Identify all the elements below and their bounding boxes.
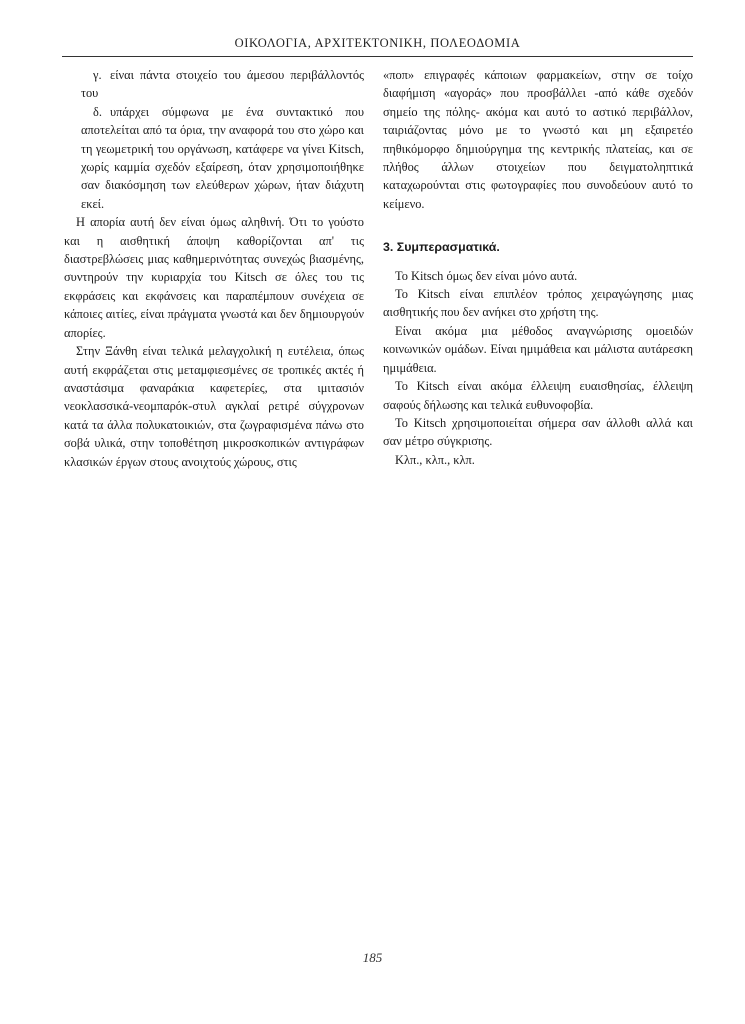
list-marker: δ. <box>93 104 102 119</box>
list-marker: γ. <box>93 68 102 82</box>
header-rule <box>62 56 693 57</box>
list-item-text: υπάρχει σύμφωνα με ένα συντακτικό που αποτελείται από τα όρια, την αναφορά του στο χώρο και τη γεωμετρική του οργάνωση, κατάφερε να γίνει Kitsch, χωρίς καμμία σχεδόν εξαίρεση, όταν χρησιμοποιήθηκε σαν διακόσμηση των ελεύθερων χώρων, ήταν διάχυτη εκεί. <box>81 104 364 211</box>
continued-paragraph: «ποπ» επιγραφές κάποιων φαρμακείων, στην σε τοίχο διαφήμιση «αγοράς» που προσβάλλει -από κάθε σχεδόν σημείο της πόλης- ακόμα και αυτό το αστικό περιβάλλον, ταιριάζοντας μόνο με το γνωστό και μη εξαιρετέο πηθικόμορφο δημιούργημα της κεντρικής πλατείας, και σε πλήθος άλλων στοιχείων που δειγματοληπτικά καταχωρούνται στις φωτογραφίες που συνοδεύουν αυτό το κείμενο. <box>383 68 693 211</box>
paragraph: Η απορία αυτή δεν είναι όμως αληθινή. Ότι το γούστο και η αισθητική άποψη καθορίζονται απ' τις διαστρεβλώσεις μιας καθημερινότητας συνεχώς βιασμένης, συντηρούν την κυριαρχία του Kitsch σε όλες του τις εκφράσεις και εκφάνσεις και παραπέμπουν συνέχεια σε κάποιες αιτίες, είναι πράγματα γνωστά και δεν δημιουργούν απορίες. <box>64 215 364 340</box>
section-heading: 3. Συμπερασματικά. <box>383 240 500 255</box>
list-item-delta <box>64 103 364 213</box>
paragraph: Στην Ξάνθη είναι τελικά μελαγχολική η ευτέλεια, όπως αυτή εκφράζεται στις μεταμφιεσμένες σε τροπικές ακτές ή αναστάσιμα φαναράκια καφετερίες, στα ιμιτασιόν νεοκλασσικά-νεομπαρόκ-στυλ αγκλαί ρετιρέ σύγχρονων κατά τα άλλα πολυκατοικιών, στα ζωγραφισμένα πάνω στο σοβά υλικά, στην τοποθέτηση μικροσκοπικών αντιγράφων κλασικών έργων στους ανοιχτούς χώρους, στις <box>64 344 364 469</box>
right-column <box>383 66 693 469</box>
list-item-text: είναι πάντα στοιχείο του άμεσου περιβάλλοντός του <box>81 68 364 101</box>
page-number: 185 <box>362 950 383 965</box>
paragraph: Είναι ακόμα μια μέθοδος αναγνώρισης ομοειδών κοινωνικών ομάδων. Είναι ημιμάθεια και μάλιστα αυτάρεσκη ημιμάθεια. <box>383 323 693 375</box>
paragraph: Κλπ., κλπ., κλπ. <box>395 452 475 467</box>
running-head: ΟΙΚΟΛΟΓΙΑ, ΑΡΧΙΤΕΚΤΟΝΙΚΗ, ΠΟΛΕΟΔΟΜΙΑ <box>234 36 521 50</box>
list-item-gamma <box>64 66 364 103</box>
paragraph: Το Kitsch είναι επιπλέον τρόπος χειραγώγησης μιας αισθητικής που δεν ανήκει στο χρήστη της. <box>383 287 693 320</box>
left-column <box>64 66 364 471</box>
paragraph: Το Kitsch όμως δεν είναι μόνο αυτά. <box>395 268 578 283</box>
paragraph: Το Kitsch είναι ακόμα έλλειψη ευαισθησίας, έλλειψη σαφούς δήλωσης και τελικά ευθυνοφοβία. <box>383 379 693 412</box>
paragraph: Το Kitsch χρησιμοποιείται σήμερα σαν άλλοθι αλλά και σαν μέτρο σύγκρισης. <box>383 415 693 449</box>
